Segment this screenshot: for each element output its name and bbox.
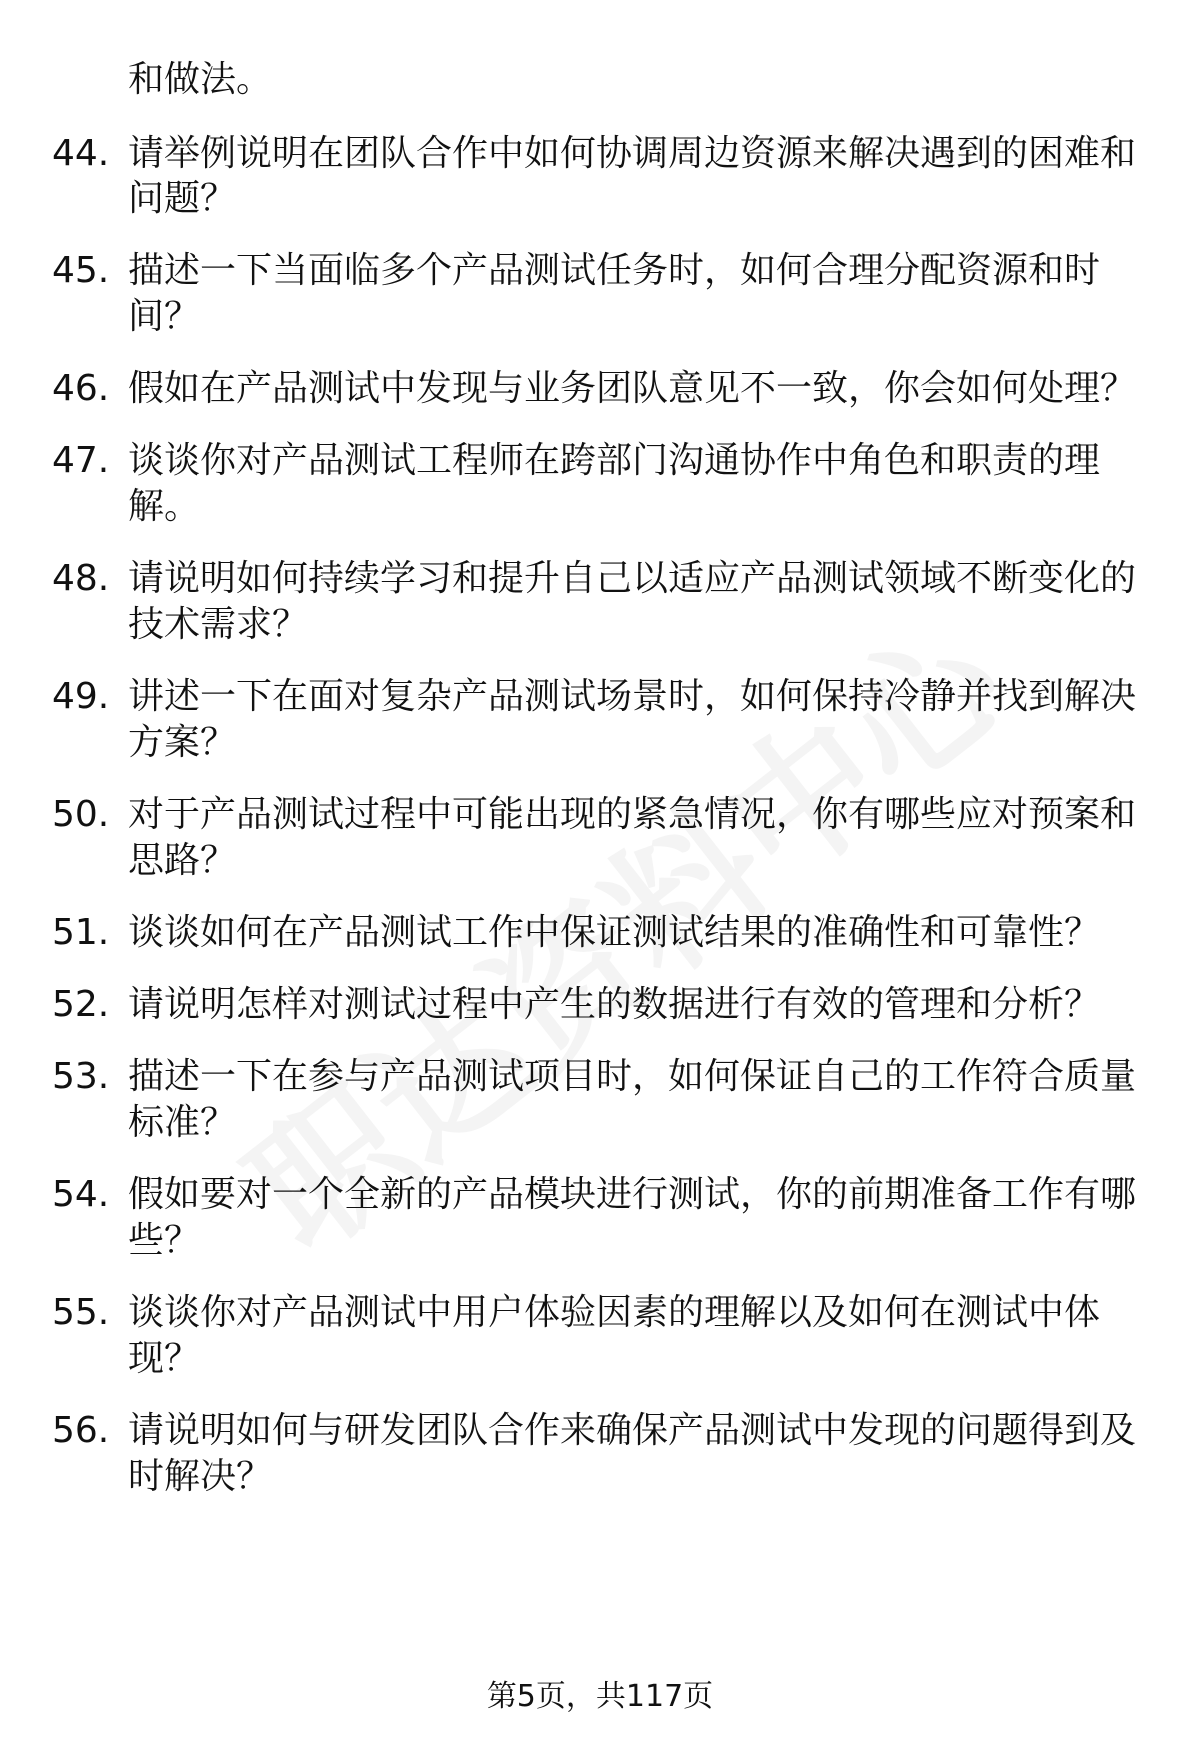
question-line: 对于产品测试过程中可能出现的紧急情况，你有哪些应对预案和: [128, 794, 1137, 835]
question-line: 请说明如何与研发团队合作来确保产品测试中发现的问题得到及: [128, 1410, 1137, 1451]
question-line: 描述一下在参与产品测试项目时，如何保证自己的工作符合质量: [128, 1056, 1137, 1097]
question-line: 假如在产品测试中发现与业务团队意见不一致，你会如何处理？: [128, 368, 1137, 409]
question-number: 45.: [52, 250, 110, 291]
question-line: 谈谈你对产品测试工程师在跨部门沟通协作中角色和职责的理: [128, 440, 1101, 481]
question-number: 51.: [52, 912, 110, 953]
question-number: 56.: [52, 1410, 110, 1451]
page-footer: 第5页，共117页: [486, 1679, 714, 1714]
question-line: 思路？: [128, 840, 237, 881]
question-number: 47.: [52, 440, 110, 481]
question-line: 技术需求？: [128, 604, 309, 645]
question-line: 谈谈你对产品测试中用户体验因素的理解以及如何在测试中体: [128, 1292, 1101, 1333]
question-line: 假如要对一个全新的产品模块进行测试，你的前期准备工作有哪: [128, 1174, 1137, 1215]
question-line: 些？: [128, 1220, 201, 1261]
question-number: 53.: [52, 1056, 110, 1097]
question-line: 解。: [128, 486, 201, 527]
question-line: 讲述一下在面对复杂产品测试场景时，如何保持冷静并找到解决: [128, 676, 1137, 717]
question-line: 方案？: [128, 722, 237, 763]
question-number: 50.: [52, 794, 110, 835]
question-number: 52.: [52, 984, 110, 1025]
question-line: 描述一下当面临多个产品测试任务时，如何合理分配资源和时: [128, 250, 1101, 291]
continuation-text: 和做法。: [128, 59, 273, 100]
question-line: 间？: [128, 296, 201, 337]
question-number: 49.: [52, 676, 110, 717]
question-line: 请举例说明在团队合作中如何协调周边资源来解决遇到的困难和: [128, 133, 1137, 174]
question-line: 时解决？: [128, 1456, 273, 1497]
question-number: 54.: [52, 1174, 110, 1215]
question-line: 问题？: [128, 178, 237, 219]
question-number: 48.: [52, 558, 110, 599]
question-line: 现？: [128, 1338, 201, 1379]
question-line: 请说明如何持续学习和提升自己以适应产品测试领域不断变化的: [128, 558, 1137, 599]
question-number: 46.: [52, 368, 110, 409]
question-line: 标准？: [128, 1102, 237, 1143]
question-number: 44.: [52, 133, 110, 174]
question-number: 55.: [52, 1292, 110, 1333]
question-line: 谈谈如何在产品测试工作中保证测试结果的准确性和可靠性？: [128, 912, 1101, 953]
question-line: 请说明怎样对测试过程中产生的数据进行有效的管理和分析？: [128, 984, 1101, 1025]
